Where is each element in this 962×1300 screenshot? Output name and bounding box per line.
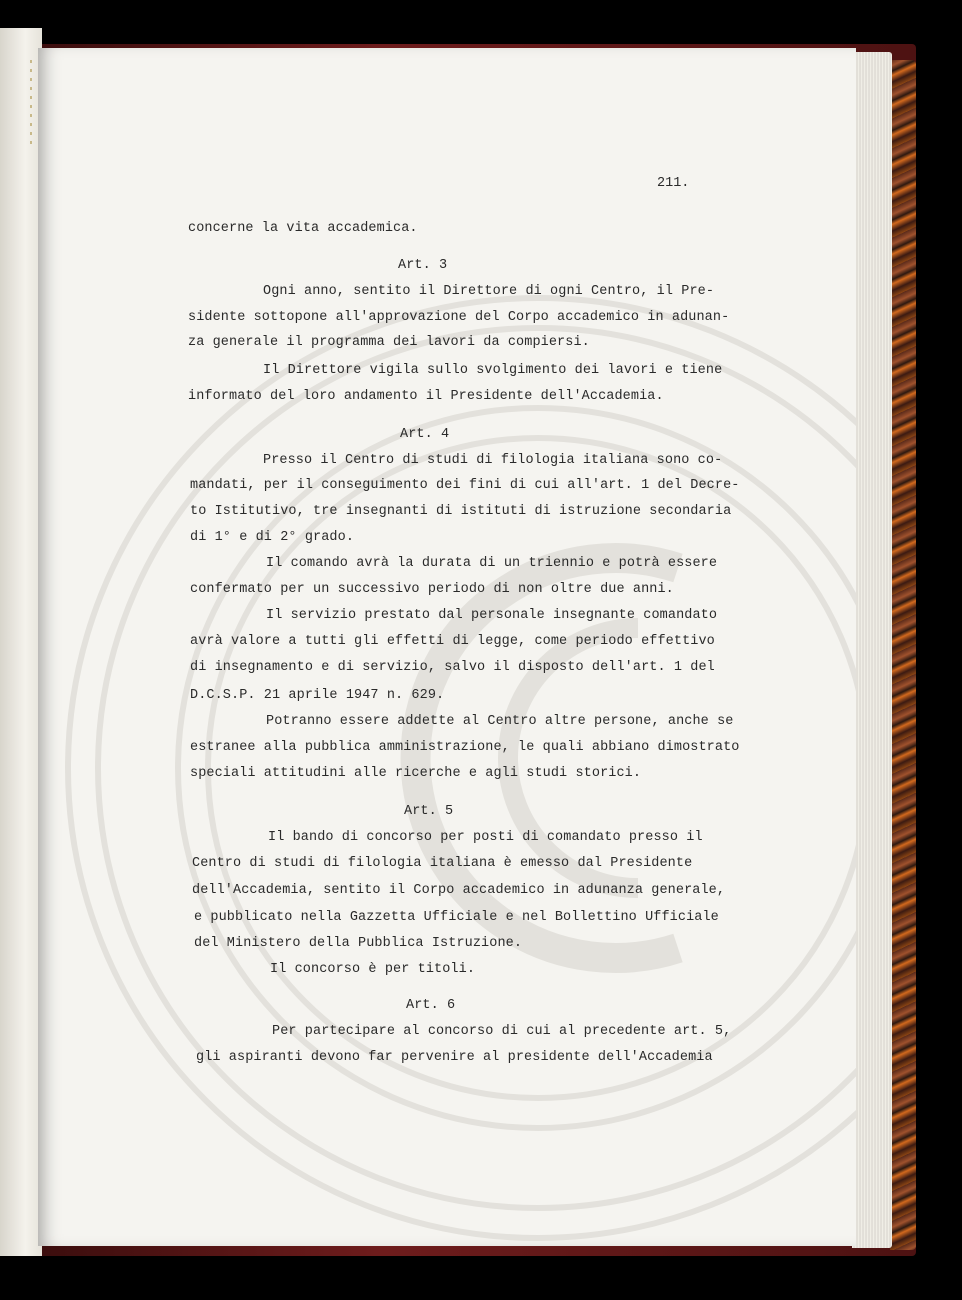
- article-heading: Art. 5: [404, 804, 454, 819]
- text-line: Centro di studi di filologia italiana è emesso dal Presidente: [192, 856, 693, 871]
- text-line: Il bando di concorso per posti di comandato presso il: [268, 830, 703, 845]
- text-line: dell'Accademia, sentito il Corpo accademico in adunanza generale,: [192, 883, 726, 898]
- left-page-marks: [30, 60, 32, 150]
- text-line: di 1° e di 2° grado.: [190, 530, 355, 545]
- text-line: Il Direttore vigila sullo svolgimento dei lavori e tiene: [263, 363, 723, 378]
- marbled-endpaper: [890, 60, 916, 1250]
- text-line: Ogni anno, sentito il Direttore di ogni Centro, il Pre-: [263, 284, 715, 299]
- text-line: Potranno essere addette al Centro altre persone, anche se: [266, 714, 734, 729]
- text-line: Per partecipare al concorso di cui al precedente art. 5,: [272, 1024, 732, 1039]
- text-line: Il concorso è per titoli.: [270, 962, 476, 977]
- text-line: di insegnamento e di servizio, salvo il disposto dell'art. 1 del: [190, 660, 715, 675]
- text-line: e pubblicato nella Gazzetta Ufficiale e nel Bollettino Ufficiale: [194, 910, 719, 925]
- text-line: informato del loro andamento il Presidente dell'Accademia.: [188, 389, 664, 404]
- text-line: estranee alla pubblica amministrazione, le quali abbiano dimostrato: [190, 740, 740, 755]
- text-line: to Istitutivo, tre insegnanti di istituti di istruzione secondaria: [190, 504, 732, 519]
- text-line: del Ministero della Pubblica Istruzione.: [194, 936, 523, 951]
- article-heading: Art. 6: [406, 998, 456, 1013]
- text-line: gli aspiranti devono far pervenire al presidente dell'Accademia: [196, 1050, 713, 1065]
- article-heading: Art. 3: [398, 258, 448, 273]
- text-line: za generale il programma dei lavori da compiersi.: [188, 335, 590, 350]
- page-edges: [852, 52, 892, 1248]
- text-line: confermato per un successivo periodo di non oltre due anni.: [190, 582, 674, 597]
- text-line: speciali attitudini alle ricerche e agli studi storici.: [190, 766, 642, 781]
- article-heading: Art. 4: [400, 427, 450, 442]
- text-line: avrà valore a tutti gli effetti di legge, come periodo effettivo: [190, 634, 715, 649]
- text-line: concerne la vita accademica.: [188, 221, 418, 236]
- text-line: mandati, per il conseguimento dei fini di cui all'art. 1 del Decre-: [190, 478, 740, 493]
- text-line: Il servizio prestato dal personale insegnante comandato: [266, 608, 718, 623]
- left-page-edge: [0, 28, 42, 1256]
- text-line: D.C.S.P. 21 aprile 1947 n. 629.: [190, 688, 445, 703]
- text-line: Il comando avrà la durata di un triennio e potrà essere: [266, 556, 718, 571]
- page-number: 211.: [657, 176, 690, 191]
- text-line: Presso il Centro di studi di filologia italiana sono co-: [263, 453, 723, 468]
- text-line: sidente sottopone all'approvazione del Corpo accademico in adunan-: [188, 310, 730, 325]
